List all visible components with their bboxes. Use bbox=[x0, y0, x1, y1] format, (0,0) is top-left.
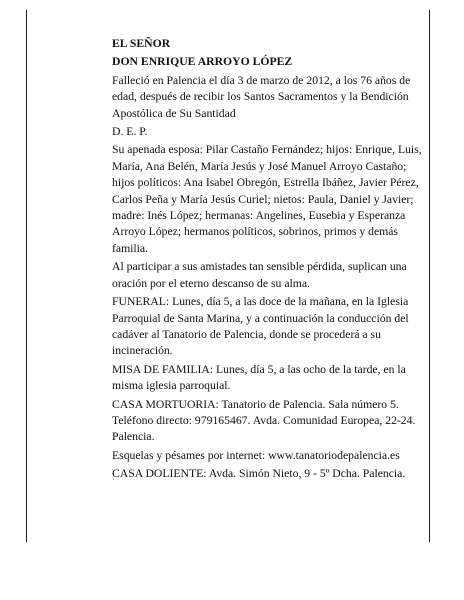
death-announcement: Falleció en Palencia el día 3 de marzo de 2012, a los 76 años de edad, después de recibir los Santos Sacramentos y la Bendición Apostólica de Su Santidad bbox=[112, 73, 411, 120]
mortuary-details: CASA MORTUORIA: Tanatorio de Palencia. Sala número 5. Teléfono directo: 979165467. Avda. Comunidad Europea, 22-24. Palencia. bbox=[112, 397, 416, 444]
funeral-details: FUNERAL: Lunes, día 5, a las doce de la mañana, en la Iglesia Parroquial de Santa Marina, y a continuación la conducción del cadáver al Tanatorio de Palencia, donde se procederá a su incineración. bbox=[112, 295, 409, 358]
family-list: Su apenada esposa: Pilar Castaño Fernández; hijos: Enrique, Luis, María, Ana Belén, María Jesús y José Manuel Arroyo Castaño; hijos políticos: Ana Isabel Obregón, Estrella Ibáñez, Javier Pérez, Carlos Peña y María Jesús Curiel; nietos: Paula, Daniel y Javier; madre: Inés López; hermanas: Angelines, Eusebia y Esperanza Arroyo López; hermanos políticos, sobrinos, primos y demás familia. bbox=[112, 143, 422, 255]
notice-heading-name: DON ENRIQUE ARROYO LÓPEZ bbox=[112, 55, 293, 69]
internet-condolences: Esquelas y pésames por internet: www.tanatoriodepalencia.es bbox=[112, 448, 400, 462]
obituary-notice bbox=[112, 36, 428, 485]
rip-abbreviation: D. E. P. bbox=[112, 125, 148, 139]
prayer-request: Al participar a sus amistades tan sensible pérdida, suplican una oración por el eterno descanso de su alma. bbox=[112, 260, 407, 290]
family-mass-details: MISA DE FAMILIA: Lunes, día 5, a las ocho de la tarde, en la misma iglesia parroquial. bbox=[112, 362, 406, 393]
notice-heading-title: EL SEÑOR bbox=[112, 37, 171, 50]
mourning-house-details: CASA DOLIENTE: Avda. Simón Nieto, 9 - 5º Dcha. Palencia. bbox=[112, 467, 406, 481]
left-border-rule bbox=[26, 10, 27, 542]
right-border-rule bbox=[429, 10, 430, 542]
